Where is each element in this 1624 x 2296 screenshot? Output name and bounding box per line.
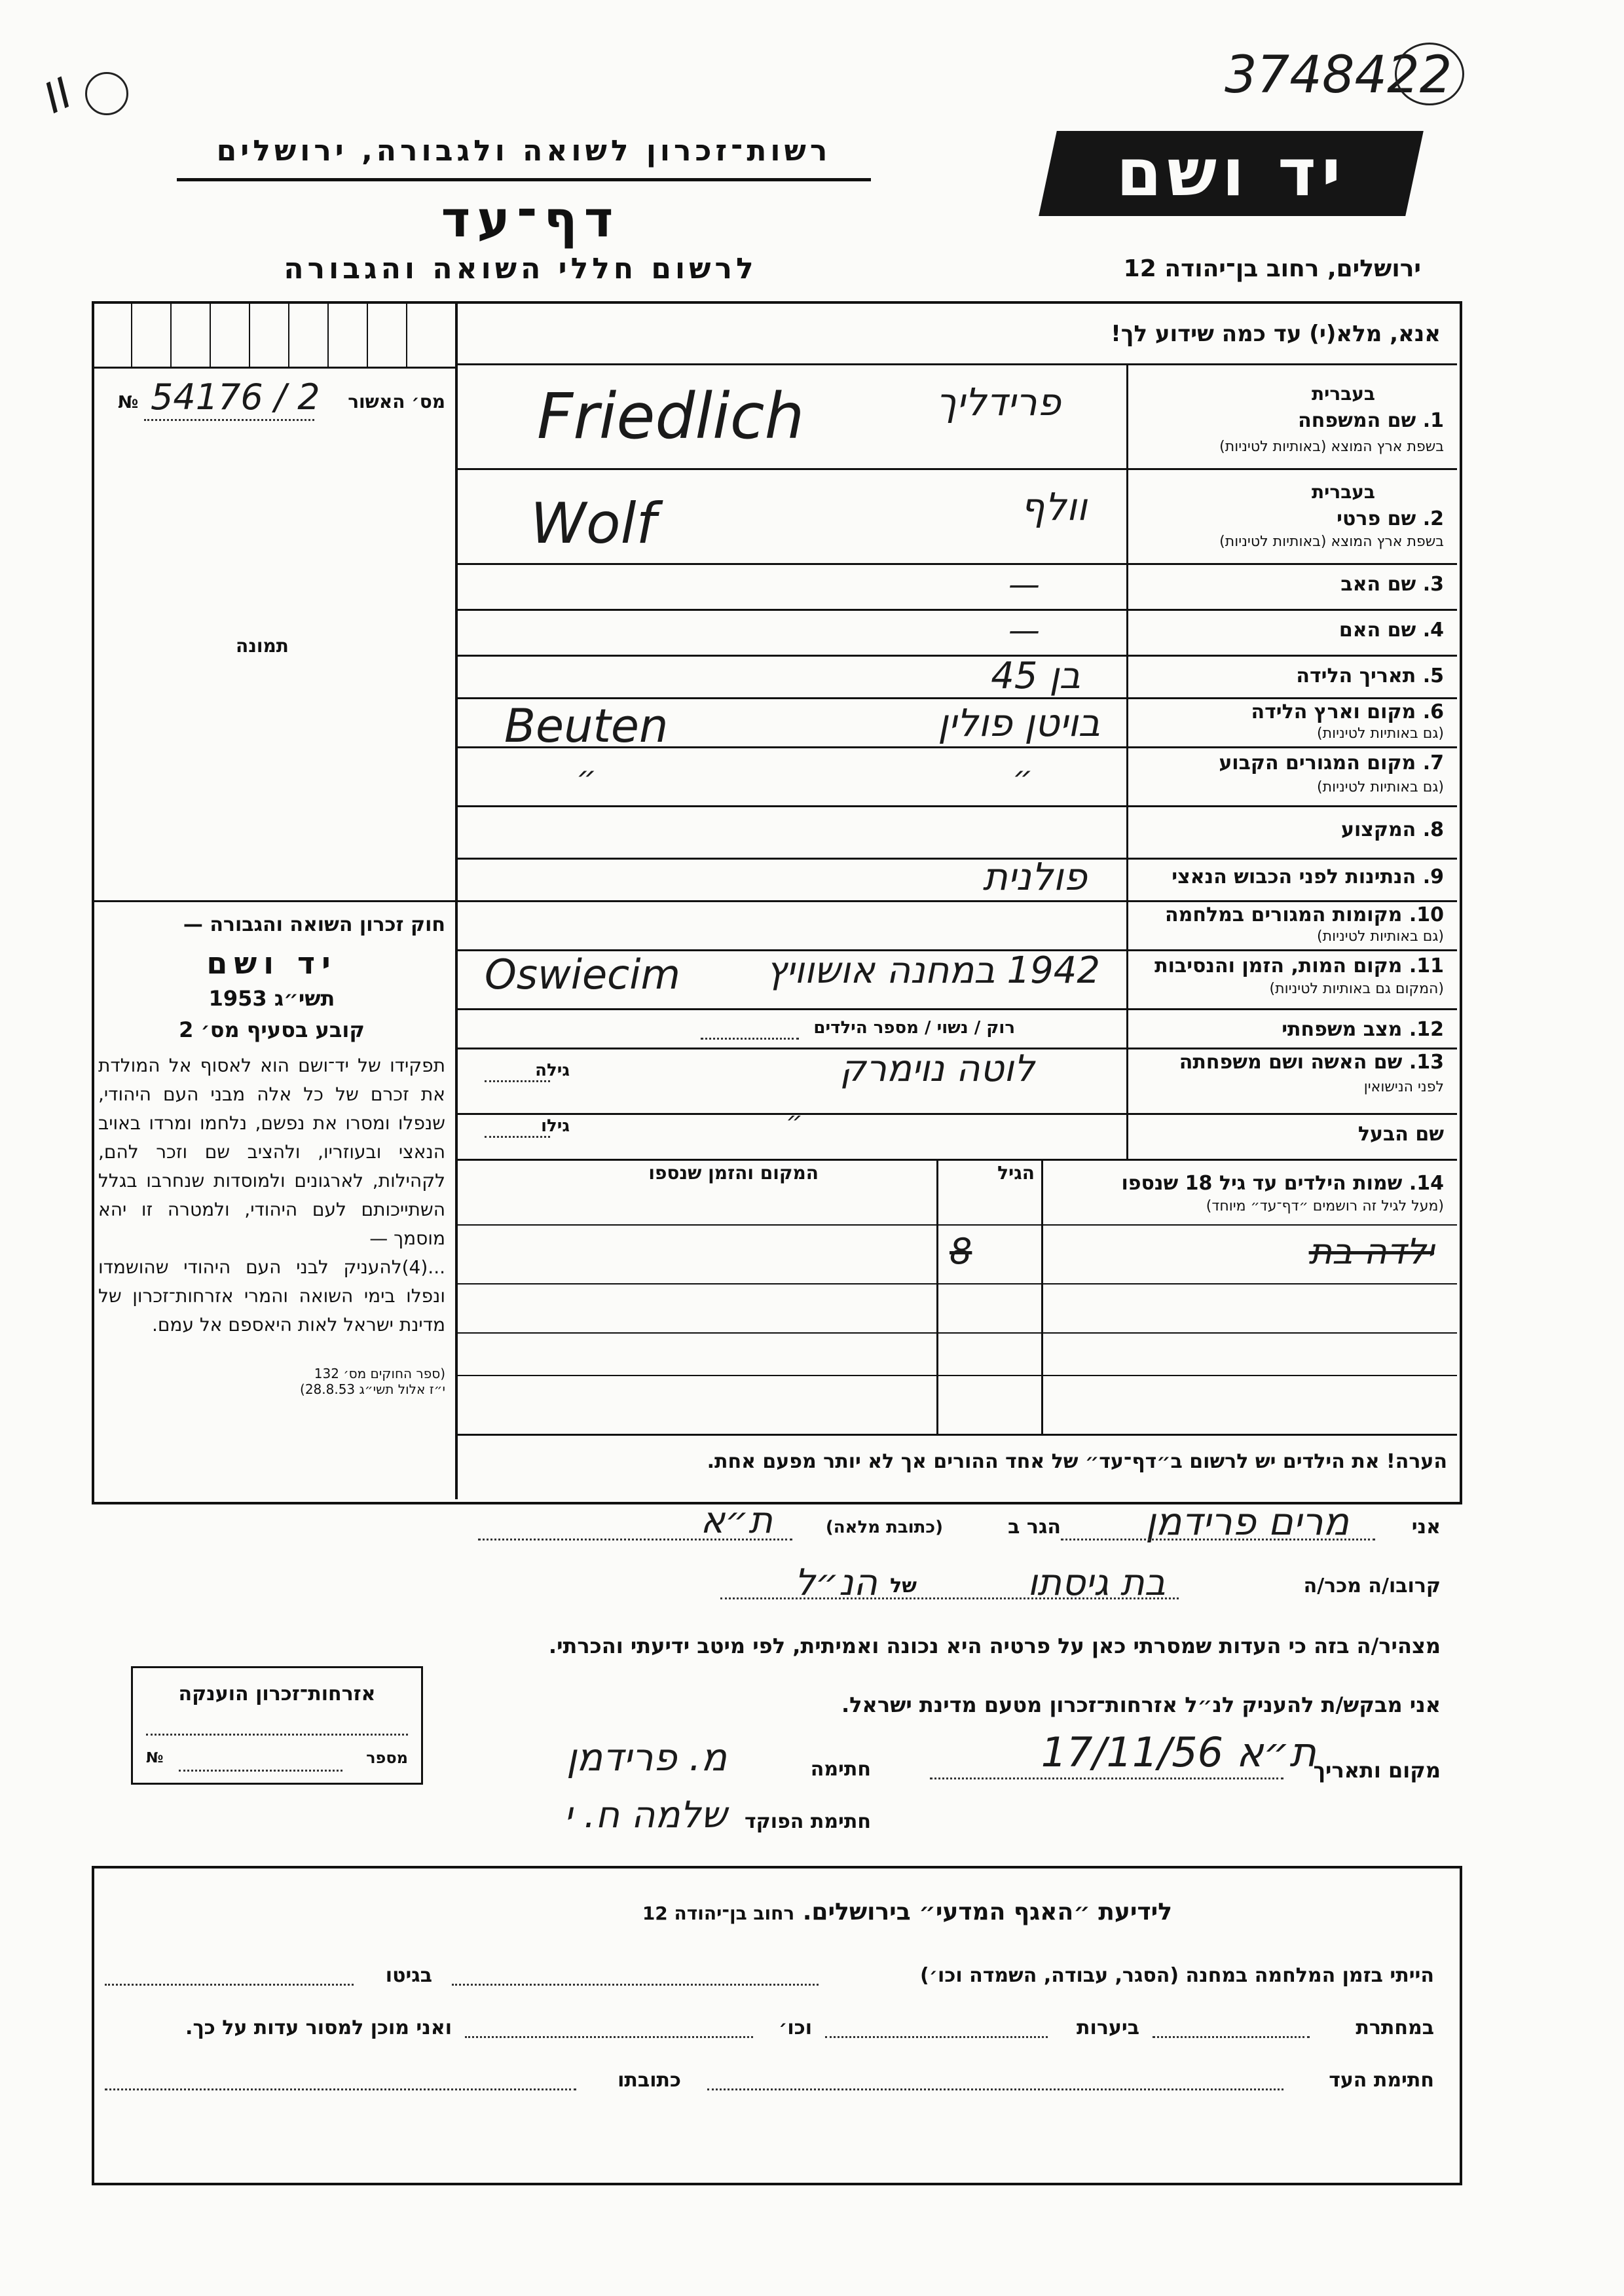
row-line — [455, 1159, 1457, 1161]
citizenship-title: אזרחות־זכרון הוענקה — [178, 1683, 376, 1705]
field-13-note: לפני הנישואין — [1363, 1079, 1444, 1095]
archive-number: 3748422 — [1225, 46, 1452, 105]
husband-age-label: גילו — [541, 1116, 570, 1136]
citizenship-number-label: מספר — [366, 1749, 408, 1767]
place-date-dots — [930, 1777, 1283, 1779]
declarant-address-label: (כתובת מלאה) — [825, 1518, 943, 1537]
footer-line2-dots-2 — [825, 2036, 1048, 2038]
field-3-number: 3. — [1422, 573, 1444, 596]
request-text: אני מבקש/ת להעניק לנ״ל אזרחות־זכרון מטעם מדינת ישראל. — [841, 1692, 1441, 1717]
field-12-dots — [701, 1038, 799, 1040]
field-5-label-text: תאריך הלידה — [1296, 665, 1416, 687]
form-title: דף־עד — [441, 190, 620, 248]
children-row-line — [455, 1283, 1457, 1285]
footer-line3-a: חתימת העד — [1329, 2069, 1434, 2092]
footer-line3-dots-2 — [105, 2088, 576, 2090]
archive-number-circle — [1395, 43, 1464, 105]
footer-title — [642, 1899, 1172, 1925]
field-11-note: (המקום גם באותיות לטיניות) — [1269, 981, 1444, 997]
field-1-hebrew-tag: בעברית — [1311, 383, 1375, 405]
declarant-relation-dots — [720, 1597, 1179, 1599]
declarant-resides-label: הגר ב — [1008, 1516, 1061, 1539]
field-7-label — [1219, 752, 1444, 774]
box-divider — [210, 301, 211, 367]
field-3-value: — — [1008, 566, 1040, 603]
box-divider — [367, 301, 368, 367]
law-source-2: י״ז אלול תשי״ג 28.8.53) — [300, 1381, 445, 1397]
label-column-divider — [1126, 363, 1128, 1159]
field-13-value: לוטה נוימרק — [840, 1048, 1035, 1090]
declaration-text: מצהיר/ה בזה כי העדות שמסרתי כאן על פרטיה היא נכונה ואמיתית, לפי מיטב ידיעתי והכרתי. — [548, 1633, 1441, 1658]
form-subtitle: לרשום חללי השואה והגבורה — [284, 252, 758, 285]
field-10-number: 10. — [1409, 903, 1444, 926]
field-9-label-text: הנתינות לפני הכבוש הנאצי — [1172, 866, 1416, 888]
row-line — [455, 1113, 1457, 1115]
footer-line1-b: בגיטו — [385, 1964, 432, 1987]
husband-value: ״ — [786, 1106, 803, 1137]
field-3-label — [1340, 573, 1444, 596]
footer-line3-b: כתובתו — [618, 2069, 681, 2092]
field-1-number: 1. — [1422, 409, 1444, 432]
field-5-label — [1296, 665, 1444, 687]
field-12-number: 12. — [1409, 1018, 1444, 1041]
field-1-label-text: שם המשפחה — [1298, 409, 1416, 432]
footer-line1-dots-2 — [105, 1984, 354, 1986]
child-1-age: 8 — [950, 1231, 972, 1272]
officer-signature: שלמה ח. י — [564, 1794, 727, 1836]
field-1-latin-value: Friedlich — [537, 380, 805, 453]
header-address: ירושלים, רחוב בן־יהודה 12 — [1123, 255, 1421, 282]
children-number: 14. — [1409, 1172, 1444, 1195]
box-divider — [131, 301, 132, 367]
instruction-text: אנא, מלא(י) עד כמה שידוע לך! — [1111, 321, 1441, 347]
footer-line2-b: ביערות — [1077, 2016, 1139, 2039]
field-9-label — [1172, 866, 1444, 888]
field-11-number: 11. — [1409, 955, 1444, 977]
field-10-label — [1165, 903, 1444, 926]
corner-circle-mark — [85, 72, 128, 115]
place-date-label: מקום ותאריך — [1313, 1758, 1441, 1783]
field-12-label — [1282, 1018, 1444, 1041]
footer-line2-c: וכו׳ — [779, 2016, 812, 2039]
row-line — [455, 858, 1457, 860]
row-line — [455, 900, 1457, 902]
law-clause: קובע בסעיף מס׳ 2 — [179, 1017, 365, 1042]
law-logo: יד ושם — [206, 945, 337, 981]
footer-line2-d: ואני מוכן למסור עדות על כך. — [185, 2016, 452, 2039]
field-11-latin-value: Oswiecim — [485, 951, 680, 998]
field-12-options: רוק / נשוי / מספר הילדים — [813, 1018, 1015, 1038]
field-1-label — [1298, 409, 1444, 432]
law-box-top — [92, 900, 455, 902]
husband-age-dots — [485, 1136, 550, 1138]
field-13-number: 13. — [1409, 1051, 1444, 1074]
officer-signature-label: חתימת הפוקד — [745, 1810, 871, 1833]
field-2-label-text: שם פרטי — [1337, 507, 1416, 530]
children-row-line — [455, 1224, 1457, 1226]
approval-number-value: 54176 / 2 — [151, 376, 320, 418]
children-col-place: המקום והזמן שנספו — [648, 1162, 819, 1184]
field-9-number: 9. — [1422, 866, 1444, 888]
field-4-number: 4. — [1422, 619, 1444, 642]
instruction-underline — [455, 363, 1457, 365]
declarant-i-label: אני — [1411, 1516, 1441, 1539]
declarant-name-dots — [1061, 1539, 1375, 1540]
institution-underline — [177, 178, 871, 181]
declarant-of-label: של — [890, 1575, 917, 1597]
footer-line1-dots — [452, 1984, 819, 1986]
field-5-number: 5. — [1422, 665, 1444, 687]
children-row-line — [455, 1375, 1457, 1376]
signature-label: חתימה — [810, 1758, 871, 1781]
declarant-signature: מ. פרידמן — [566, 1735, 727, 1779]
corner-mark: II — [37, 69, 80, 124]
box-divider — [288, 301, 289, 367]
field-13-age-label: גילה — [535, 1061, 570, 1080]
boxes-bottom — [92, 367, 455, 369]
row-line — [455, 1008, 1457, 1010]
field-6-note: (גם באותיות לטיניות) — [1317, 725, 1444, 742]
field-6-label — [1251, 701, 1444, 723]
field-2-latin-value: Wolf — [530, 491, 656, 556]
children-col-divider — [1041, 1159, 1043, 1434]
field-1-note: בשפת ארץ המוצא (באותיות לטיניות) — [1219, 439, 1444, 455]
field-7-value: ״ ״ — [576, 759, 1033, 796]
law-source-1: (ספר החוקים מס׳ 132 — [314, 1366, 445, 1381]
photo-label: תמונה — [236, 635, 289, 657]
institution-name: רשות־זכרון לשואה ולגבורה, ירושלים — [216, 134, 832, 168]
declarant-address-dots — [478, 1539, 792, 1540]
row-line — [455, 468, 1457, 470]
field-7-label-text: מקום המגורים הקבוע — [1219, 752, 1416, 774]
field-2-note: בשפת ארץ המוצא (באותיות לטיניות) — [1219, 534, 1444, 550]
approval-dots — [144, 419, 314, 421]
field-7-note: (גם באותיות לטיניות) — [1317, 779, 1444, 795]
yad-vashem-logo-text: יד ושם — [1116, 134, 1346, 211]
declarant-name: מרים פרידמן — [1145, 1499, 1349, 1544]
footer-line2-dots-3 — [465, 2036, 753, 2038]
field-6-hebrew-value: בויטן פולין — [938, 701, 1100, 745]
field-8-label-text: המקצוע — [1340, 818, 1416, 841]
field-10-label-text: מקומות המגורים במלחמה — [1165, 903, 1403, 926]
citizenship-dots — [146, 1734, 408, 1736]
row-line — [455, 609, 1457, 611]
child-1-name: ילדה בת — [1308, 1231, 1434, 1272]
law-box — [98, 913, 445, 1450]
field-8-label — [1341, 818, 1444, 841]
field-6-latin-value: Beuten — [504, 699, 669, 753]
children-heading — [1121, 1172, 1444, 1195]
footer-line2-a: במחתרת — [1356, 2016, 1434, 2039]
field-5-value: בן 45 — [991, 655, 1080, 697]
law-body: תפקידו של יד־ושם הוא לאסוף אל המולדת את זכרם של כל אלה מבני העם היהודי, שנפלו ומסרו את נפשם, נלחמו ומרדו באויב הנאצי ובעוזריו, ולהציב שם וזכר להם, לקהילות, לארגונים ולמוסדות שנחרבו בגלל השתייכותם לעם היהודי, ולמטרה זו יהא מוסמך — — [98, 1055, 445, 1249]
field-6-label-text: מקום וארץ הלידה — [1251, 701, 1416, 723]
citizenship-no-sign: № — [146, 1750, 164, 1766]
box-divider — [249, 301, 250, 367]
field-7-number: 7. — [1422, 752, 1444, 774]
field-6-number: 6. — [1422, 701, 1444, 723]
children-row-line — [455, 1332, 1457, 1334]
field-4-label-text: שם האם — [1338, 619, 1416, 642]
law-heading: חוק זכרון השואה והגבורה — — [183, 913, 445, 936]
field-12-label-text: מצב משפחתי — [1282, 1018, 1403, 1041]
field-10-note: (גם באותיות לטיניות) — [1317, 928, 1444, 945]
approval-label: מס׳ האשור — [348, 391, 445, 412]
field-11-label — [1154, 955, 1444, 977]
field-4-value: — — [1008, 612, 1040, 649]
field-2-number: 2. — [1422, 507, 1444, 530]
field-11-value: 1942 במחנה אושוויץ — [766, 949, 1100, 992]
field-8-number: 8. — [1422, 818, 1444, 841]
footer-line1-a: הייתי בזמן המלחמה במחנה (הסגר, עבודה, השמדה וכו׳) — [920, 1964, 1434, 1987]
box-divider — [406, 301, 407, 367]
footer-title-text: לידיעת ״האגף המדעי״ בירושלים. — [802, 1899, 1172, 1925]
row-line — [455, 563, 1457, 565]
remark: הערה! את הילדים יש לרשום ב״דף־עד״ של אחד ההורים אך לא יותר מפעם אחת. — [707, 1450, 1447, 1473]
field-2-hebrew-value: וולף — [1020, 484, 1087, 529]
children-heading-text: שמות הילדים עד גיל 18 שנספו — [1121, 1172, 1403, 1195]
husband-label: שם הבעל — [1357, 1123, 1444, 1146]
children-note: (מעל לגיל זה רושמים ״דף־עד״ מיוחד) — [1206, 1198, 1444, 1214]
field-3-label-text: שם האב — [1340, 573, 1416, 596]
declarant-of-value: הנ״ל — [794, 1561, 877, 1604]
citizenship-number-dots — [179, 1770, 342, 1772]
footer-address: רחוב בן־יהודה 12 — [642, 1903, 795, 1924]
field-1-hebrew-value: פרידליך — [936, 380, 1061, 424]
field-4-label — [1339, 619, 1444, 642]
field-13-label-text: שם האשה ושם משפחתה — [1179, 1051, 1403, 1074]
declarant-relation: בת גיסתו — [1027, 1561, 1166, 1604]
approval-no-sign: № — [118, 393, 139, 412]
footer-line3-dots — [707, 2088, 1283, 2090]
approval-row — [111, 376, 445, 418]
declarant-relation-label: קרובו/ה מכר/ה — [1303, 1575, 1441, 1597]
children-col-age: הגיל — [997, 1162, 1035, 1184]
law-year: תשי״ג 1953 — [208, 986, 335, 1011]
children-table-bottom — [455, 1434, 1457, 1436]
box-divider — [327, 301, 329, 367]
box-divider — [170, 301, 172, 367]
law-body-2: ...(4)להעניק לבני העם היהודי שהושמדו ונפלו בימי השואה והמרי אזרחות־זכרון של מדינת ישראל לאות היאספם אל עמם. — [98, 1256, 445, 1336]
footer-line2-dots — [1153, 2036, 1310, 2038]
field-11-label-text: מקום המות, הזמן והנסיבות — [1154, 955, 1403, 977]
citizenship-box — [131, 1666, 423, 1785]
field-2-hebrew-tag: בעברית — [1311, 481, 1375, 503]
children-col-divider — [936, 1159, 938, 1434]
row-line — [455, 805, 1457, 807]
place-date-value: ת״א 17/11/56 — [1041, 1728, 1316, 1776]
field-2-label — [1337, 507, 1444, 530]
field-13-label — [1179, 1051, 1444, 1074]
declarant-address: ת״א — [700, 1499, 773, 1542]
field-9-value: פולנית — [982, 854, 1087, 899]
row-line — [455, 655, 1457, 657]
field-13-age-dots — [485, 1080, 550, 1082]
